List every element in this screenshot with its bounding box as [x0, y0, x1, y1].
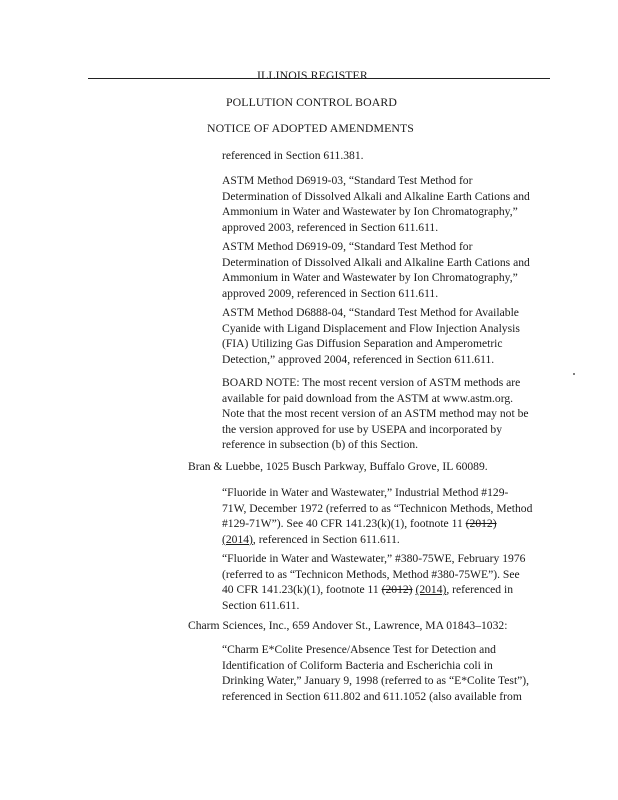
intro-line: referenced in Section 611.381.: [222, 149, 364, 162]
board-title: POLLUTION CONTROL BOARD: [226, 95, 397, 109]
paragraph-line: “Charm E*Colite Presence/Absence Test for Detection and: [222, 643, 496, 656]
fluoride-380-paragraph: [222, 551, 525, 613]
paragraph-line: Section 611.611.: [222, 598, 300, 612]
paragraph-line: the version approved for use by USEPA and incorporated by: [222, 422, 503, 436]
astm-d6919-09-paragraph: [222, 239, 530, 301]
paragraph-line: (FIA) Utilizing Gas Diffusion Separation and Amperometric: [222, 337, 503, 351]
paragraph-line: ASTM Method D6888-04, “Standard Test Method for Available: [222, 306, 519, 319]
text-run: , referenced in: [446, 583, 513, 597]
paragraph-line: “Fluoride in Water and Wastewater,” #380-75WE, February 1976: [222, 552, 526, 565]
paragraph-line: “Fluoride in Water and Wastewater,” Industrial Method #129-: [222, 486, 509, 499]
paragraph-line: (referred to as “Technicon Methods, Method #380-75WE”). See: [222, 567, 520, 581]
paragraph-line: [222, 532, 532, 548]
paragraph-line: 71W, December 1972 (referred to as “Technicon Methods, Method: [222, 501, 533, 515]
paragraph-line: Ammonium in Water and Wastewater by Ion Chromatography,”: [222, 271, 518, 285]
text-run: #129-71W”). See 40 CFR 141.23(k)(1), footnote 11: [222, 517, 466, 531]
paragraph-line: Cyanide with Ligand Displacement and Flow Injection Analysis: [222, 321, 520, 335]
deleted-text: (2012): [381, 583, 413, 597]
text-run: 40 CFR 141.23(k)(1), footnote 11: [222, 583, 382, 597]
charm-sciences-heading: Charm Sciences, Inc., 659 Andover St., Lawrence, MA 01843–1032:: [188, 619, 508, 632]
board-note-paragraph: [222, 375, 529, 453]
notice-title: NOTICE OF ADOPTED AMENDMENTS: [207, 121, 414, 135]
bran-luebbe-heading: Bran & Luebbe, 1025 Busch Parkway, Buffalo Grove, IL 60089.: [188, 460, 488, 473]
paragraph-line: reference in subsection (b) of this Section.: [222, 438, 419, 452]
fluoride-129-paragraph: [222, 485, 532, 547]
paragraph-line: Determination of Dissolved Alkali and Alkaline Earth Cations and: [222, 189, 530, 203]
paragraph-line: [222, 516, 532, 532]
charm-ecolite-paragraph: [222, 642, 529, 704]
paragraph-line: available for paid download from the ASTM at www.astm.org.: [222, 391, 514, 405]
paragraph-line: Ammonium in Water and Wastewater by Ion Chromatography,”: [222, 205, 518, 219]
header-rule: [88, 78, 550, 79]
paragraph-line: approved 2003, referenced in Section 611.611.: [222, 220, 439, 234]
paragraph-line: Note that the most recent version of an ASTM method may not be: [222, 407, 529, 421]
paragraph-line: approved 2009, referenced in Section 611.611.: [222, 286, 439, 300]
paragraph-line: Determination of Dissolved Alkali and Alkaline Earth Cations and: [222, 255, 530, 269]
text-run: , referenced in Section 611.611.: [252, 532, 400, 546]
scan-speck: [573, 373, 575, 375]
deleted-text: (2012): [465, 517, 497, 531]
paragraph-line: ASTM Method D6919-03, “Standard Test Method for: [222, 174, 473, 187]
register-title: ILLINOIS REGISTER: [257, 68, 368, 82]
astm-d6888-04-paragraph: [222, 305, 520, 367]
paragraph-line: Detection,” approved 2004, referenced in Section 611.611.: [222, 352, 495, 366]
paragraph-line: [222, 582, 525, 598]
inserted-text: (2014): [222, 532, 253, 546]
paragraph-line: Drinking Water,” January 9, 1998 (referred to as “E*Colite Test”),: [222, 674, 530, 688]
paragraph-line: referenced in Section 611.802 and 611.1052 (also available from: [222, 689, 522, 703]
paragraph-line: Identification of Coliform Bacteria and Escherichia coli in: [222, 658, 493, 672]
paragraph-line: BOARD NOTE: The most recent version of ASTM methods are: [222, 376, 521, 389]
astm-d6919-03-paragraph: [222, 173, 530, 235]
inserted-text: (2014): [415, 583, 447, 597]
paragraph-line: ASTM Method D6919-09, “Standard Test Method for: [222, 240, 473, 253]
